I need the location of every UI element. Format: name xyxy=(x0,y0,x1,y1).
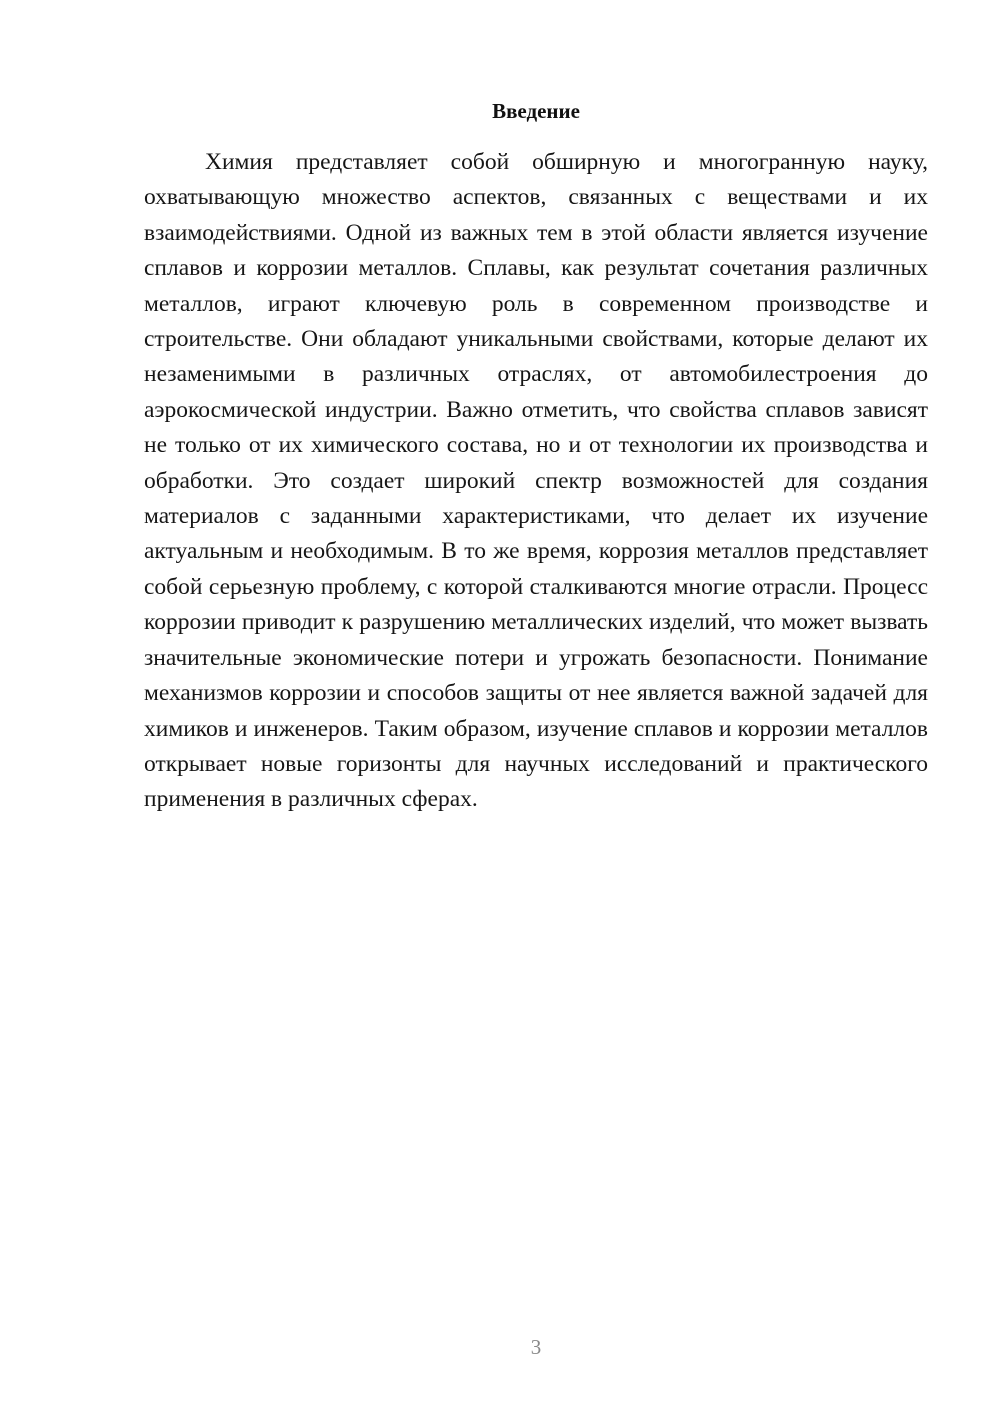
intro-paragraph: Химия представляет собой обширную и многогранную науку, охватывающую множество аспектов, связанных с веществами и их взаимодействиями. Одной из важных тем в этой области является изучение сплавов и коррозии металлов. Сплавы, как результат сочетания различных металлов, играют ключевую роль в современном производстве и строительстве. Они обладают уникальными свойствами, которые делают их незаменимыми в различных отраслях, от автомобилестроения до аэрокосмической индустрии. Важно отметить, что свойства сплавов зависят не только от их химического состава, но и от технологии их производства и обработки. Это создает широкий спектр возможностей для создания материалов с заданными характеристиками, что делает их изучение актуальным и необходимым. В то же время, коррозия металлов представляет собой серьезную проблему, с которой сталкиваются многие отрасли. Процесс коррозии приводит к разрушению металлических изделий, что может вызвать значительные экономические потери и угрожать безопасности. Понимание механизмов коррозии и способов защиты от нее является важной задачей для химиков и инженеров. Таким образом, изучение сплавов и коррозии металлов открывает новые горизонты для научных исследований и практического применения в различных сферах. xyxy=(144,149,928,813)
section-heading: Введение xyxy=(492,99,580,123)
page-number: 3 xyxy=(530,1335,542,1359)
